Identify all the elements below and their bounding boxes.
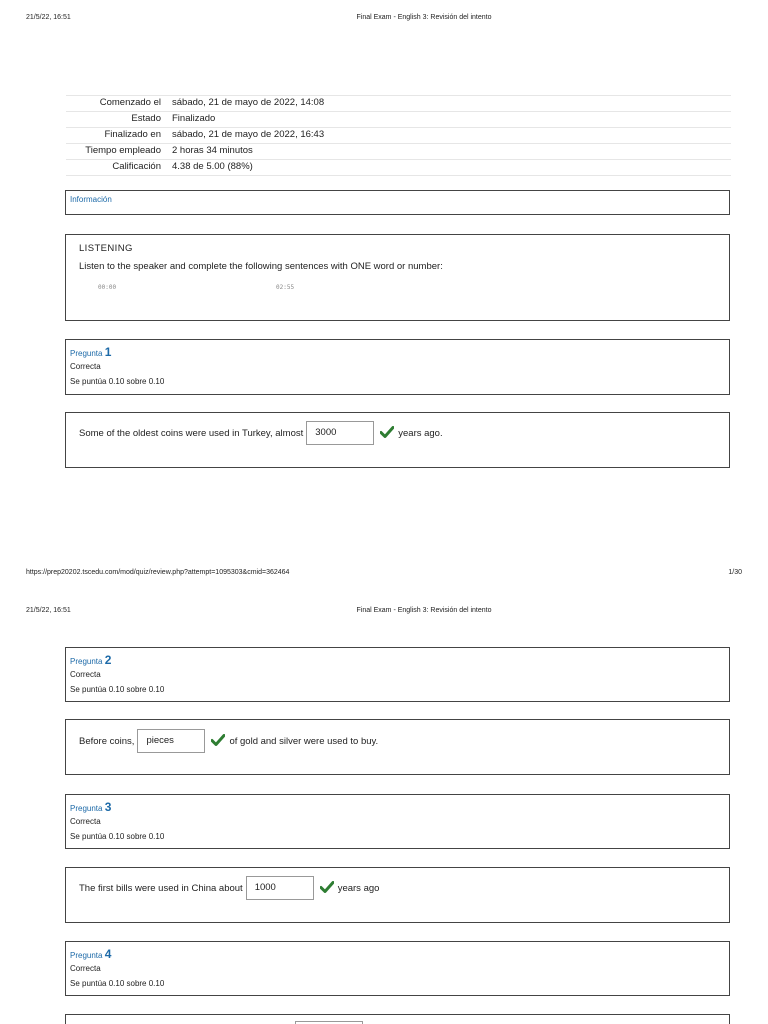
question-text-after: years ago [337, 882, 380, 894]
listening-instruction: Listen to the speaker and complete the following sentences with ONE word or number: [79, 261, 443, 272]
question-mark: Se puntúa 0.10 sobre 0.10 [70, 685, 165, 694]
answer-field[interactable]: 3000 [306, 421, 374, 445]
question-label [70, 653, 111, 667]
header-date: 21/5/22, 16:51 [26, 14, 71, 21]
summary-value: sábado, 21 de mayo de 2022, 14:08 [166, 96, 731, 112]
answer-field[interactable]: 1000 [246, 876, 314, 900]
header-date: 21/5/22, 16:51 [26, 607, 71, 614]
summary-label: Comenzado el [66, 96, 166, 112]
question-prefix: Pregunta [70, 657, 103, 666]
summary-row [66, 160, 731, 176]
question-mark: Se puntúa 0.10 sobre 0.10 [70, 377, 165, 386]
check-icon [320, 881, 334, 896]
question-content-box [65, 1014, 730, 1024]
question-state: Correcta [70, 670, 101, 679]
question-number: 4 [104, 947, 112, 961]
question-label [70, 947, 111, 961]
question-text [79, 875, 379, 901]
question-text [79, 728, 378, 754]
question-number: 3 [104, 800, 112, 814]
summary-label: Tiempo empleado [66, 144, 166, 160]
question-text-before: Before coins, [79, 735, 135, 747]
summary-label: Finalizado en [66, 128, 166, 144]
answer-field[interactable]: pieces [137, 729, 205, 753]
question-info-box [65, 339, 730, 395]
summary-row [66, 128, 731, 144]
question-info-box [65, 794, 730, 849]
summary-value: 4.38 de 5.00 (88%) [166, 160, 731, 176]
question-prefix: Pregunta [70, 349, 103, 358]
question-prefix: Pregunta [70, 951, 103, 960]
question-number: 1 [104, 345, 112, 359]
question-number: 2 [104, 653, 112, 667]
summary-row [66, 144, 731, 160]
check-icon [380, 426, 394, 441]
attempt-summary-table [66, 95, 731, 176]
footer-url: https://prep20202.tscedu.com/mod/quiz/review.php?attempt=1095303&cmid=362464 [26, 569, 290, 576]
question-content-box [65, 867, 730, 923]
listening-box [65, 234, 730, 321]
question-mark: Se puntúa 0.10 sobre 0.10 [70, 979, 165, 988]
audio-total-time: 02:55 [276, 284, 295, 291]
summary-label: Calificación [66, 160, 166, 176]
summary-value: Finalizado [166, 112, 731, 128]
header-title: Final Exam - English 3: Revisión del intento [356, 607, 492, 614]
question-state: Correcta [70, 817, 101, 826]
question-info-box [65, 941, 730, 996]
summary-value: 2 horas 34 minutos [166, 144, 731, 160]
summary-label: Estado [66, 112, 166, 128]
question-text-before: The first bills were used in China about [79, 882, 243, 894]
question-label [70, 800, 111, 814]
question-prefix: Pregunta [70, 804, 103, 813]
summary-row [66, 96, 731, 112]
header-title: Final Exam - English 3: Revisión del intento [356, 14, 492, 21]
check-icon [211, 734, 225, 749]
summary-row [66, 112, 731, 128]
question-state: Correcta [70, 964, 101, 973]
information-link[interactable]: Información [70, 195, 112, 204]
question-content-box [65, 412, 730, 468]
summary-value: sábado, 21 de mayo de 2022, 16:43 [166, 128, 731, 144]
question-mark: Se puntúa 0.10 sobre 0.10 [70, 832, 165, 841]
listening-title: LISTENING [79, 243, 133, 254]
question-text-after: of gold and silver were used to buy. [229, 735, 379, 747]
footer-page-number: 1/30 [728, 569, 742, 576]
information-box [65, 190, 730, 215]
question-text-before: Some of the oldest coins were used in Turkey, almost [79, 427, 304, 439]
question-text [79, 420, 443, 446]
question-text-after: years ago. [398, 427, 443, 439]
question-content-box [65, 719, 730, 775]
question-info-box [65, 647, 730, 702]
question-label [70, 345, 111, 359]
audio-current-time: 00:00 [98, 284, 117, 291]
question-state: Correcta [70, 362, 101, 371]
